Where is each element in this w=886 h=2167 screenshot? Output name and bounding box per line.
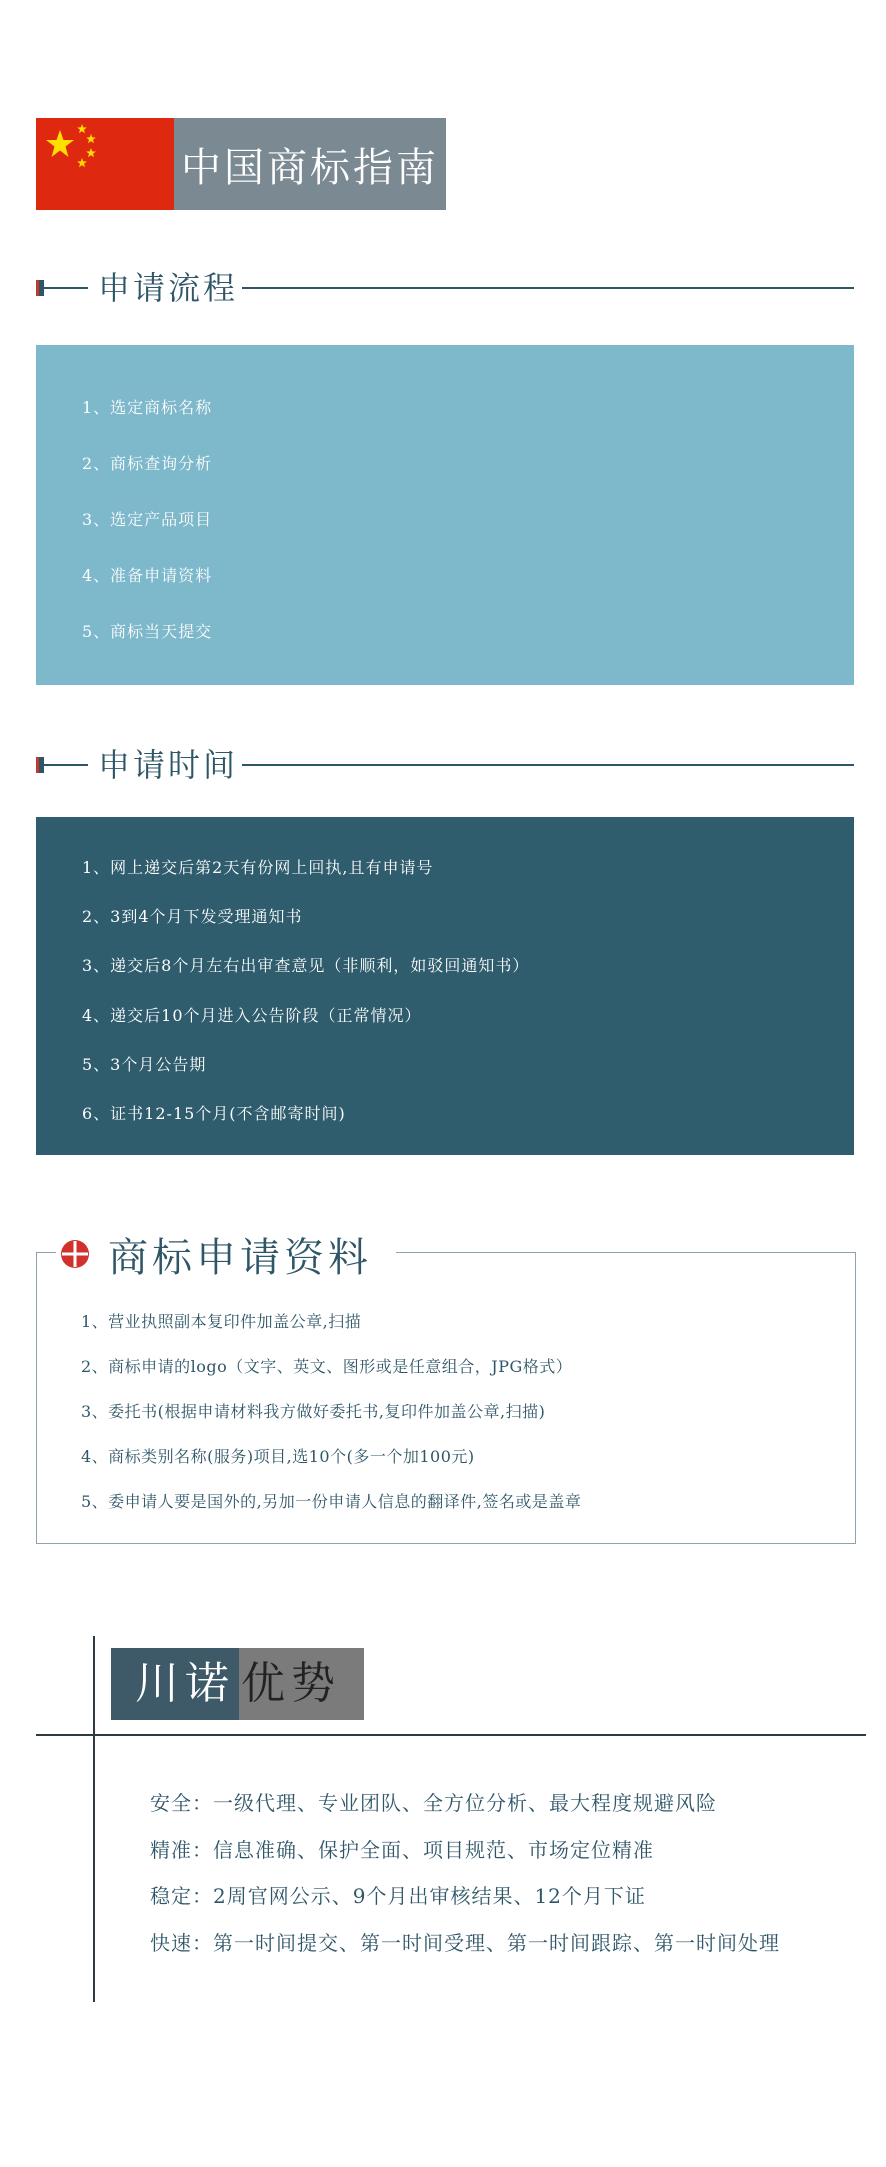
- process-heading-row: [36, 268, 854, 308]
- advantages-vertical-rule: [93, 1636, 95, 2002]
- process-step: 3、选定产品项目: [82, 510, 213, 529]
- advantages-heading-block-2: [239, 1648, 364, 1720]
- timeline-list-panel: [36, 817, 854, 1155]
- process-step: 2、商标查询分析: [82, 454, 213, 473]
- title-banner: [174, 118, 446, 210]
- process-list-panel: [36, 345, 854, 685]
- advantages-heading-block-1: [111, 1648, 239, 1720]
- process-step: 1、选定商标名称: [82, 398, 213, 417]
- timeline-heading: 申请时间: [98, 746, 239, 784]
- china-flag-icon: [36, 118, 174, 210]
- advantage-item: 快速：第一时间提交、第一时间受理、第一时间跟踪、第一时间处理: [150, 1931, 780, 1955]
- process-heading: 申请流程: [98, 269, 239, 307]
- materials-item: 2、商标申请的logo（文字、英文、图形或是任意组合，JPG格式）: [81, 1357, 573, 1376]
- flag-small-star: [86, 134, 96, 143]
- flag-small-star: [77, 158, 87, 167]
- advantage-item: 安全：一级代理、专业团队、全方位分析、最大程度规避风险: [150, 1791, 717, 1815]
- materials-item: 5、委申请人要是国外的,另加一份申请人信息的翻译件,签名或是盖章: [81, 1492, 582, 1511]
- heading-marker: [36, 280, 44, 296]
- process-step: 5、商标当天提交: [82, 622, 213, 641]
- flag-big-star: [46, 130, 74, 157]
- materials-heading: 商标申请资料: [108, 1234, 372, 1281]
- timeline-item: 3、递交后8个月左右出审查意见（非顺利，如驳回通知书）: [82, 956, 530, 975]
- advantages-horizontal-rule: [36, 1734, 866, 1736]
- materials-item: 1、营业执照副本复印件加盖公章,扫描: [81, 1312, 362, 1331]
- timeline-heading-row: [36, 745, 854, 785]
- timeline-item: 1、网上递交后第2天有份网上回执,且有申请号: [82, 858, 434, 877]
- heading-marker: [36, 757, 44, 773]
- timeline-item: 6、证书12-15个月(不含邮寄时间): [82, 1104, 346, 1123]
- process-step: 4、准备申请资料: [82, 566, 213, 585]
- timeline-item: 2、3到4个月下发受理通知书: [82, 907, 303, 926]
- heading-rule-short: [44, 764, 88, 766]
- timeline-item: 5、3个月公告期: [82, 1055, 207, 1074]
- page-title: 中国商标指南: [181, 144, 439, 191]
- heading-rule-long: [242, 764, 854, 766]
- heading-rule-long: [242, 287, 854, 289]
- advantage-item: 精准：信息准确、保护全面、项目规范、市场定位精准: [150, 1838, 654, 1862]
- materials-item: 4、商标类别名称(服务)项目,选10个(多一个加100元): [81, 1447, 475, 1466]
- heading-rule-short: [44, 287, 88, 289]
- red-circle-cross-icon: [60, 1239, 90, 1269]
- flag-small-star: [86, 148, 96, 157]
- timeline-item: 4、递交后10个月进入公告阶段（正常情况）: [82, 1006, 422, 1025]
- advantages-heading-part1: 川诺: [135, 1658, 235, 1709]
- materials-item: 3、委托书(根据申请材料我方做好委托书,复印件加盖公章,扫描): [81, 1402, 546, 1421]
- materials-panel: [36, 1252, 856, 1544]
- materials-heading-row: [56, 1226, 396, 1282]
- flag-small-star: [77, 124, 87, 133]
- advantage-item: 稳定：2周官网公示、9个月出审核结果、12个月下证: [150, 1884, 646, 1908]
- advantages-heading-part2: 优势: [241, 1658, 341, 1709]
